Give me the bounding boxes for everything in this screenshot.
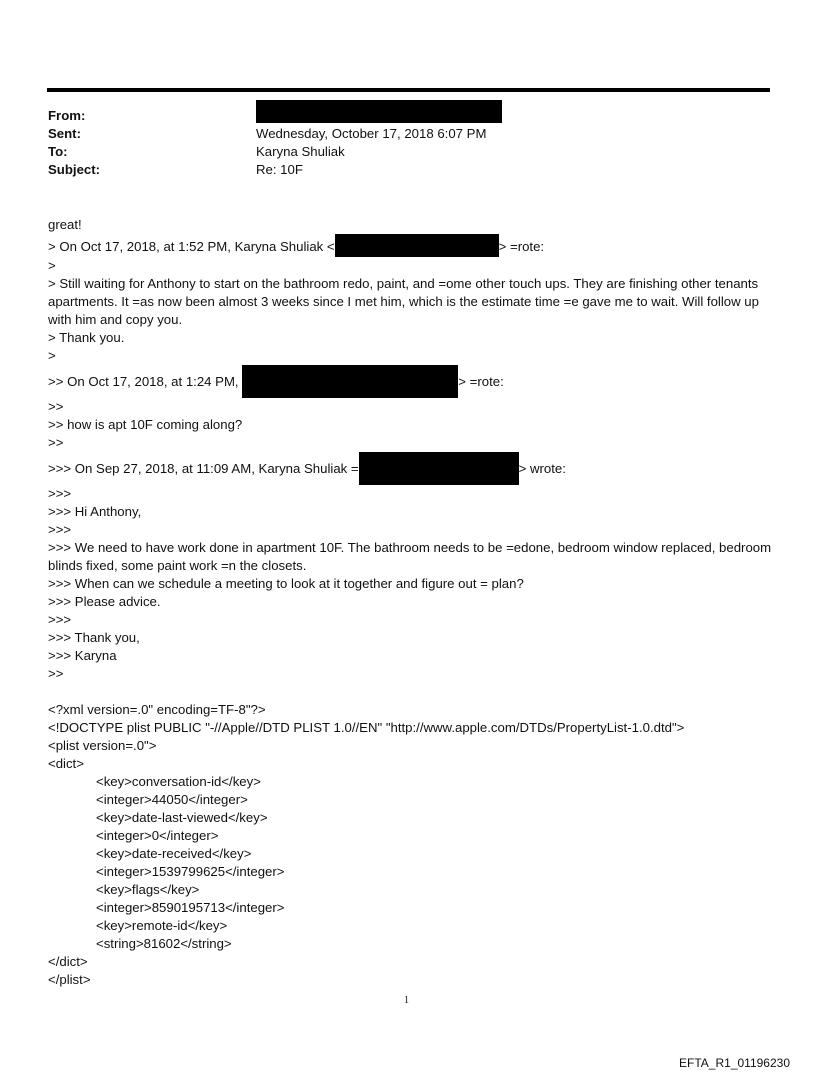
body-line: >>> Thank you, bbox=[48, 630, 140, 645]
body-paragraph: >>> We need to have work done in apartment 10F. The bathroom needs to be =edone, bedroom window replaced, bedroom blinds fixed, some paint work =n the closets. bbox=[48, 540, 772, 573]
quote-header-line bbox=[48, 365, 778, 398]
spacer bbox=[48, 683, 778, 701]
body-line: >>> Hi Anthony, bbox=[48, 504, 142, 519]
redaction-box bbox=[335, 234, 499, 257]
redaction-box bbox=[359, 452, 519, 485]
from-label: From: bbox=[48, 108, 86, 123]
sent-label: Sent: bbox=[48, 126, 81, 141]
xml-line: <!DOCTYPE plist PUBLIC "-//Apple//DTD PLIST 1.0//EN" "http://www.apple.com/DTDs/PropertyList-1.0.dtd"> bbox=[48, 720, 685, 735]
to-value: Karyna Shuliak bbox=[256, 144, 345, 159]
body-line: >>> When can we schedule a meeting to look at it together and figure out = plan? bbox=[48, 576, 524, 591]
document-id: EFTA_R1_01196230 bbox=[679, 1056, 790, 1070]
xml-line: </dict> bbox=[48, 954, 88, 969]
header-rule bbox=[47, 88, 770, 92]
redaction-box bbox=[242, 365, 458, 398]
body-line: great! bbox=[48, 217, 82, 232]
xml-line: <integer>44050</integer> bbox=[96, 792, 248, 807]
quote-header-suffix: > =rote: bbox=[498, 239, 545, 254]
body-line: >>> bbox=[48, 522, 72, 537]
xml-line: <key>flags</key> bbox=[96, 882, 200, 897]
body-line: >>> Karyna bbox=[48, 648, 117, 663]
quote-header-line bbox=[48, 234, 778, 257]
xml-line: <?xml version=.0" encoding=TF-8"?> bbox=[48, 702, 266, 717]
body-line: >>> bbox=[48, 612, 72, 627]
page-number: 1 bbox=[404, 995, 409, 1006]
body-line: >> how is apt 10F coming along? bbox=[48, 417, 243, 432]
to-label: To: bbox=[48, 144, 68, 159]
xml-line: <integer>1539799625</integer> bbox=[96, 864, 285, 879]
xml-line: <key>date-received</key> bbox=[96, 846, 252, 861]
subject-value: Re: 10F bbox=[256, 162, 303, 177]
body-line: > bbox=[48, 258, 56, 273]
xml-line: </plist> bbox=[48, 972, 91, 987]
xml-line: <key>date-last-viewed</key> bbox=[96, 810, 268, 825]
quote-header-line bbox=[48, 452, 778, 485]
xml-line: <key>conversation-id</key> bbox=[96, 774, 261, 789]
xml-line: <plist version=.0"> bbox=[48, 738, 157, 753]
from-value-redacted bbox=[256, 100, 502, 123]
xml-line: <string>81602</string> bbox=[96, 936, 232, 951]
xml-line: <integer>0</integer> bbox=[96, 828, 219, 843]
body-paragraph: > Still waiting for Anthony to start on the bathroom redo, paint, and =ome other touch ups. They are finishing other tenants apartments. It =as now been almost 3 weeks since I met him, which is the estimate time =e gave me to wait. Will follow up with him and copy you. bbox=[48, 276, 759, 327]
body-line: > Thank you. bbox=[48, 330, 125, 345]
subject-label: Subject: bbox=[48, 162, 101, 177]
body-line: >> bbox=[48, 435, 64, 450]
body-line: >> bbox=[48, 399, 64, 414]
body-line: >> bbox=[48, 666, 64, 681]
redaction-box bbox=[256, 100, 502, 123]
quote-header-text: >> On Oct 17, 2018, at 1:24 PM, bbox=[48, 374, 239, 389]
sent-value: Wednesday, October 17, 2018 6:07 PM bbox=[256, 126, 487, 141]
xml-line: <dict> bbox=[48, 756, 84, 771]
quote-header-text: >>> On Sep 27, 2018, at 11:09 AM, Karyna Shuliak = bbox=[48, 461, 359, 476]
body-line: > bbox=[48, 348, 56, 363]
email-body bbox=[48, 216, 778, 989]
xml-line: <key>remote-id</key> bbox=[96, 918, 228, 933]
body-line: >>> Please advice. bbox=[48, 594, 161, 609]
body-line: >>> bbox=[48, 486, 72, 501]
quote-header-suffix: > wrote: bbox=[518, 461, 566, 476]
quote-header-text: > On Oct 17, 2018, at 1:52 PM, Karyna Shuliak < bbox=[48, 239, 335, 254]
quote-header-suffix: > =rote: bbox=[458, 374, 504, 389]
xml-line: <integer>8590195713</integer> bbox=[96, 900, 285, 915]
